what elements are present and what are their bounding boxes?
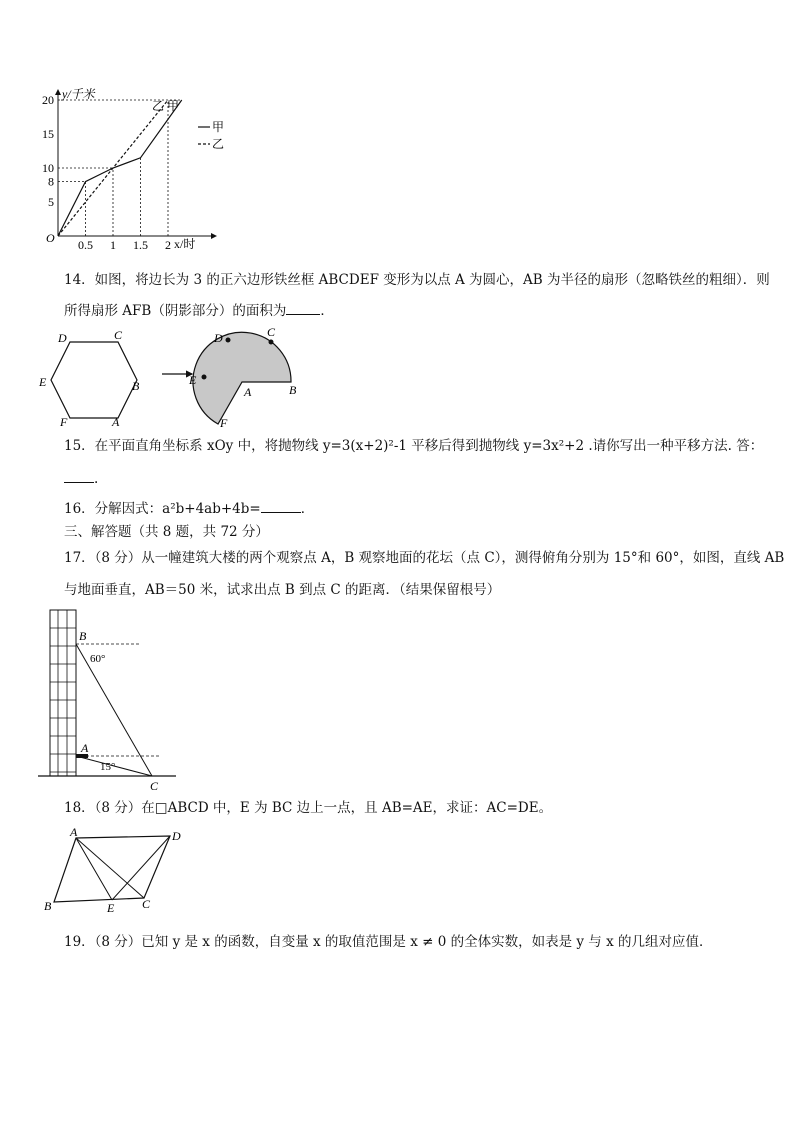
question-18: 18．（8 分）在□ABCD 中，E 为 BC 边上一点，且 AB=AE，求证：AC=DE。 xyxy=(64,800,553,816)
sector-label-C: C xyxy=(267,326,276,339)
y-tick-labels xyxy=(42,93,54,209)
question-16 xyxy=(64,498,314,519)
hex-label-C: C xyxy=(114,328,123,342)
sector-label-E: E xyxy=(189,373,197,387)
y-tick-5: 5 xyxy=(48,195,54,209)
shaded-sector xyxy=(193,332,291,424)
q16-end: ． xyxy=(300,501,315,517)
question-19: 19．（8 分）已知 y 是 x 的函数，自变量 x 的取值范围是 x ≠ 0 的全体实数，如表是 y 与 x 的几组对应值． xyxy=(64,934,713,950)
label-A: A xyxy=(81,741,89,755)
q16-text: 16．分解因式：a²b+4ab+4b= xyxy=(64,501,261,517)
y-tick-15: 15 xyxy=(42,127,54,141)
angle-15-label: 15° xyxy=(100,761,116,773)
sector-label-A: A xyxy=(244,385,252,399)
x-tick-0.5: 0.5 xyxy=(78,238,93,252)
label-C: C xyxy=(142,897,151,911)
question-15-line1: 15．在平面直角坐标系 xOy 中，将抛物线 y=3(x+2)²-1 平移后得到抛物线 y=3x²+2 .请你写出一种平移方法. 答： xyxy=(64,438,764,454)
q15-answer-blank[interactable] xyxy=(64,468,94,483)
hex-label-B: B xyxy=(132,379,140,393)
parallelogram xyxy=(54,836,170,902)
x-tick-labels xyxy=(78,238,171,252)
point-D xyxy=(226,338,231,343)
sector-label-B: B xyxy=(289,383,297,397)
building-figure xyxy=(36,606,186,792)
q15-end: . xyxy=(94,471,99,487)
y-tick-10: 10 xyxy=(42,161,54,175)
series-line-0 xyxy=(58,100,182,236)
series-lines xyxy=(58,100,182,236)
building xyxy=(50,610,76,776)
origin-label: O xyxy=(46,231,55,245)
segment-AE xyxy=(76,838,112,900)
label-E: E xyxy=(107,901,115,914)
question-15-line2 xyxy=(64,468,98,489)
sector-label-F: F xyxy=(220,416,228,430)
point-E xyxy=(202,375,207,380)
parallelogram-figure xyxy=(40,826,190,914)
hex-label-F: F xyxy=(60,415,68,429)
hex-label-E: E xyxy=(39,375,47,389)
hex-label-A: A xyxy=(112,415,120,429)
sector-label-D: D xyxy=(214,331,223,345)
segment-AC xyxy=(76,838,144,898)
label-B: B xyxy=(79,629,87,643)
label-B: B xyxy=(44,899,52,913)
guide-lines xyxy=(58,100,182,236)
q14-text: 所得扇形 AFB（阴影部分）的面积为 xyxy=(64,303,287,319)
hexagon xyxy=(51,342,137,418)
distance-time-graph xyxy=(40,82,240,254)
question-17-line1: 17．（8 分）从一幢建筑大楼的两个观察点 A，B 观察地面的花坛（点 C），测得俯角分别为 15°和 60°，如图，直线 AB xyxy=(64,550,785,566)
label-C: C xyxy=(150,779,159,792)
x-tick-2: 2 xyxy=(165,238,171,252)
label-D: D xyxy=(172,829,181,843)
label-A: A xyxy=(70,826,78,839)
hexagon-to-sector-figure xyxy=(36,326,306,430)
angle-60-label: 60° xyxy=(90,653,106,665)
legend-jia-label: 甲 xyxy=(212,120,225,134)
x-tick-1: 1 xyxy=(110,238,116,252)
q14-answer-blank[interactable] xyxy=(286,300,320,315)
q16-answer-blank[interactable] xyxy=(261,498,301,513)
building-windows xyxy=(50,610,76,776)
point-C xyxy=(269,340,274,345)
legend-yi-label: 乙 xyxy=(212,137,225,151)
y-axis-label: y/千米 xyxy=(62,87,95,101)
segment-DE xyxy=(112,836,170,900)
x-tick-1.5: 1.5 xyxy=(133,238,148,252)
section-heading: 三、解答题（共 8 题，共 72 分） xyxy=(64,524,269,540)
question-14-line1: 14．如图，将边长为 3 的正六边形铁丝框 ABCDEF 变形为以点 A 为圆心，AB 为半径的扇形（忽略铁丝的粗细）．则 xyxy=(64,272,770,288)
hex-label-D: D xyxy=(58,331,67,345)
q14-end: ． xyxy=(320,303,334,319)
y-tick-8: 8 xyxy=(48,174,54,189)
y-tick-20: 20 xyxy=(42,93,54,107)
question-17-line2: 与地面垂直，AB＝50 米，试求出点 B 到点 C 的距离．（结果保留根号） xyxy=(64,582,501,598)
question-14-line2 xyxy=(64,300,334,321)
x-axis-label: x/时 xyxy=(174,237,196,251)
top-series-labels: 乙 甲 xyxy=(152,99,180,113)
